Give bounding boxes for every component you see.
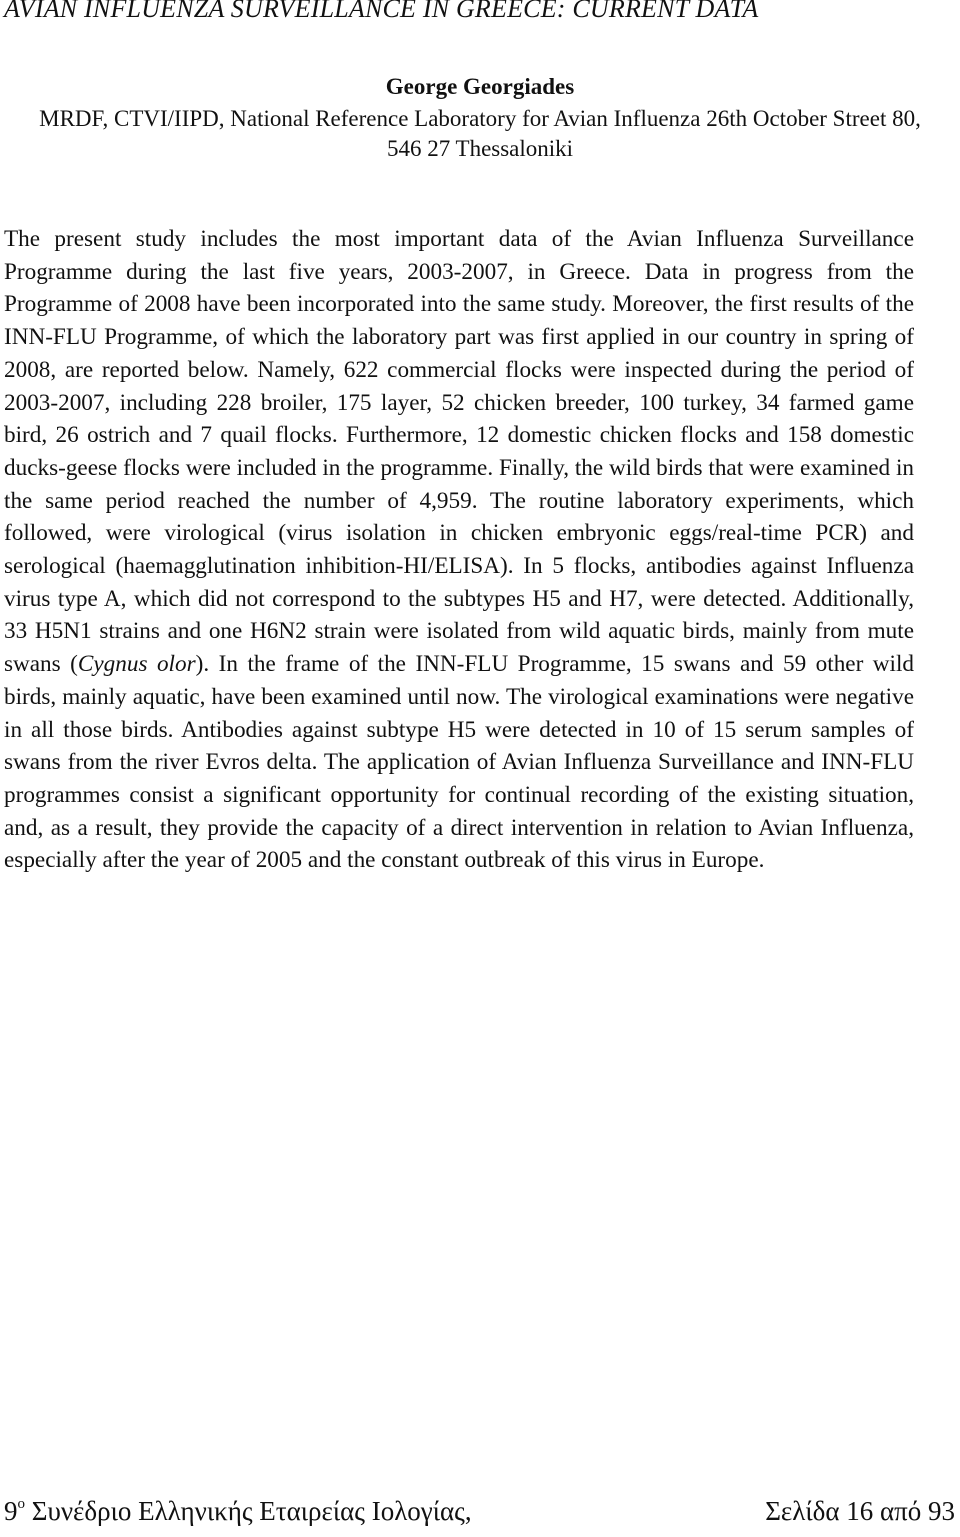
edition-number: 9	[4, 1496, 18, 1526]
abstract-text-part-2: ). In the frame of the INN-FLU Programme, 15 swans and 59 other wild birds, mainly aquatic, have been examined until now. The virological examinations were negative in all those birds. Antibodies against subtype H5 were detected in 10 of 15 serum samples of swans from the river Evros delta. The application of Avian Influenza Surveillance and INN-FLU programmes consist a significant opportunity for continual recording of the existing situation, and, as a result, they provide the capacity of a direct intervention in relation to Avian Influenza, especially after the year of 2005 and the constant outbreak of this virus in Europe.	[4, 651, 915, 874]
species-name: Cygnus olor	[77, 651, 196, 678]
page-number: Σελίδα 16 από 93	[765, 1496, 955, 1526]
conference-name: Συνέδριο Ελληνικής Εταιρείας Ιολογίας,	[25, 1496, 472, 1526]
abstract-paragraph	[4, 223, 914, 877]
author-affiliation: MRDF, CTVI/IIPD, National Reference Laboratory for Avian Influenza 26th October Street 80, 546 27 Thessaloniki	[39, 106, 921, 161]
document-title: AVIAN INFLUENZA SURVEILLANCE IN GREECE: CURRENT DATA	[4, 0, 759, 23]
edition-superscript: ο	[17, 1496, 25, 1512]
abstract-text-part-1: The present study includes the most important data of the Avian Influenza Surveillance Programme during the last five years, 2003-2007, in Greece. Data in progress from the Programme of 2008 have been incorporated into the same study. Moreover, the first results of the INN-FLU Programme, of which the laboratory part was first applied in our country in spring of 2008, are reported below. Namely, 622 commercial flocks were inspected during the period of 2003-2007, including 228 broiler, 175 layer, 52 chicken breeder, 100 turkey, 34 farmed game bird, 26 ostrich and 7 quail flocks. Furthermore, 12 domestic chicken flocks and 158 domestic ducks-geese flocks were included in the programme. Finally, the wild birds that were examined in the same period reached the number of 4,959. The routine laboratory experiments, which followed, were virological (virus isolation in chicken embryonic eggs/real-time PCR) and serological (haemagglutination inhibition-HI/ELISA). In 5 flocks, antibodies against Influenza virus type A, which did not correspond to the subtypes H5 and H7, were detected. Additionally, 33 H5N1 strains and one H6N2 strain were isolated from wild aquatic birds, mainly from mute swans (	[4, 226, 914, 678]
conference-label	[4, 1496, 472, 1527]
author-name: George Georgiades	[385, 74, 575, 99]
page-footer	[4, 1496, 955, 1527]
